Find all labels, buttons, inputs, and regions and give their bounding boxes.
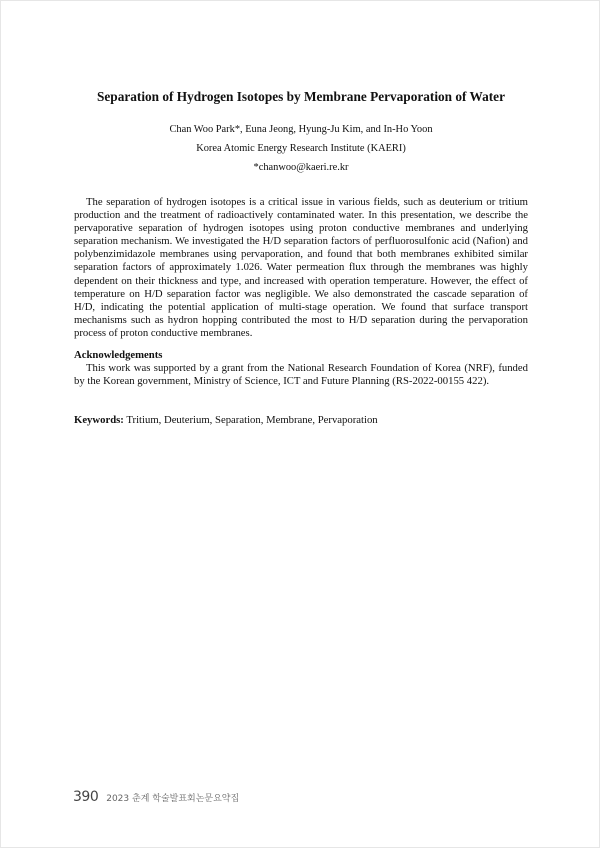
- page-number: 390: [73, 789, 99, 805]
- affiliation: Korea Atomic Energy Research Institute (KAERI): [196, 143, 406, 154]
- publication-name: 2023 춘계 학술발표회논문요약집: [106, 794, 240, 804]
- keywords-label: Keywords:: [74, 414, 124, 426]
- keywords-line: [74, 414, 378, 426]
- abstract-paragraph: The separation of hydrogen isotopes is a critical issue in various fields, such as deuterium or tritium production and the treatment of radioactively contaminated water. In this presentation, we describe the pervaporative separation of hydrogen isotopes using proton conductive membranes and underlying separation mechanism. We investigated the H/D separation factors of perfluorosulfonic acid (Nafion) and polybenzimidazole membranes using pervaporation, and found that both membranes exhibited similar separation factors of approximately 1.026. Water permeation flux through the membranes was highly dependent on their thickness and type, and increased with operation temperature. However, the effect of temperature on H/D separation factor was negligible. We also demonstrated the cascade separation of H/D, indicating the potential application of multi-stage operation. We found that surface transport mechanisms such as hydron hopping contributed the most to H/D separation during the pervaporation process of proton conductive membranes.: [74, 196, 528, 339]
- acknowledgements-heading: Acknowledgements: [74, 349, 163, 361]
- corresponding-email: *chanwoo@kaeri.re.kr: [253, 162, 349, 173]
- page-footer: [73, 789, 239, 805]
- keywords-list: Tritium, Deuterium, Separation, Membrane, Pervaporation: [123, 414, 378, 426]
- paper-title: Separation of Hydrogen Isotopes by Membrane Pervaporation of Water: [97, 89, 505, 104]
- author-list: Chan Woo Park*, Euna Jeong, Hyung-Ju Kim, and In-Ho Yoon: [169, 124, 433, 135]
- acknowledgements-paragraph: This work was supported by a grant from the National Research Foundation of Korea (NRF), funded by the Korean government, Ministry of Science, ICT and Future Planning (RS-2022-00155 422).: [74, 362, 528, 388]
